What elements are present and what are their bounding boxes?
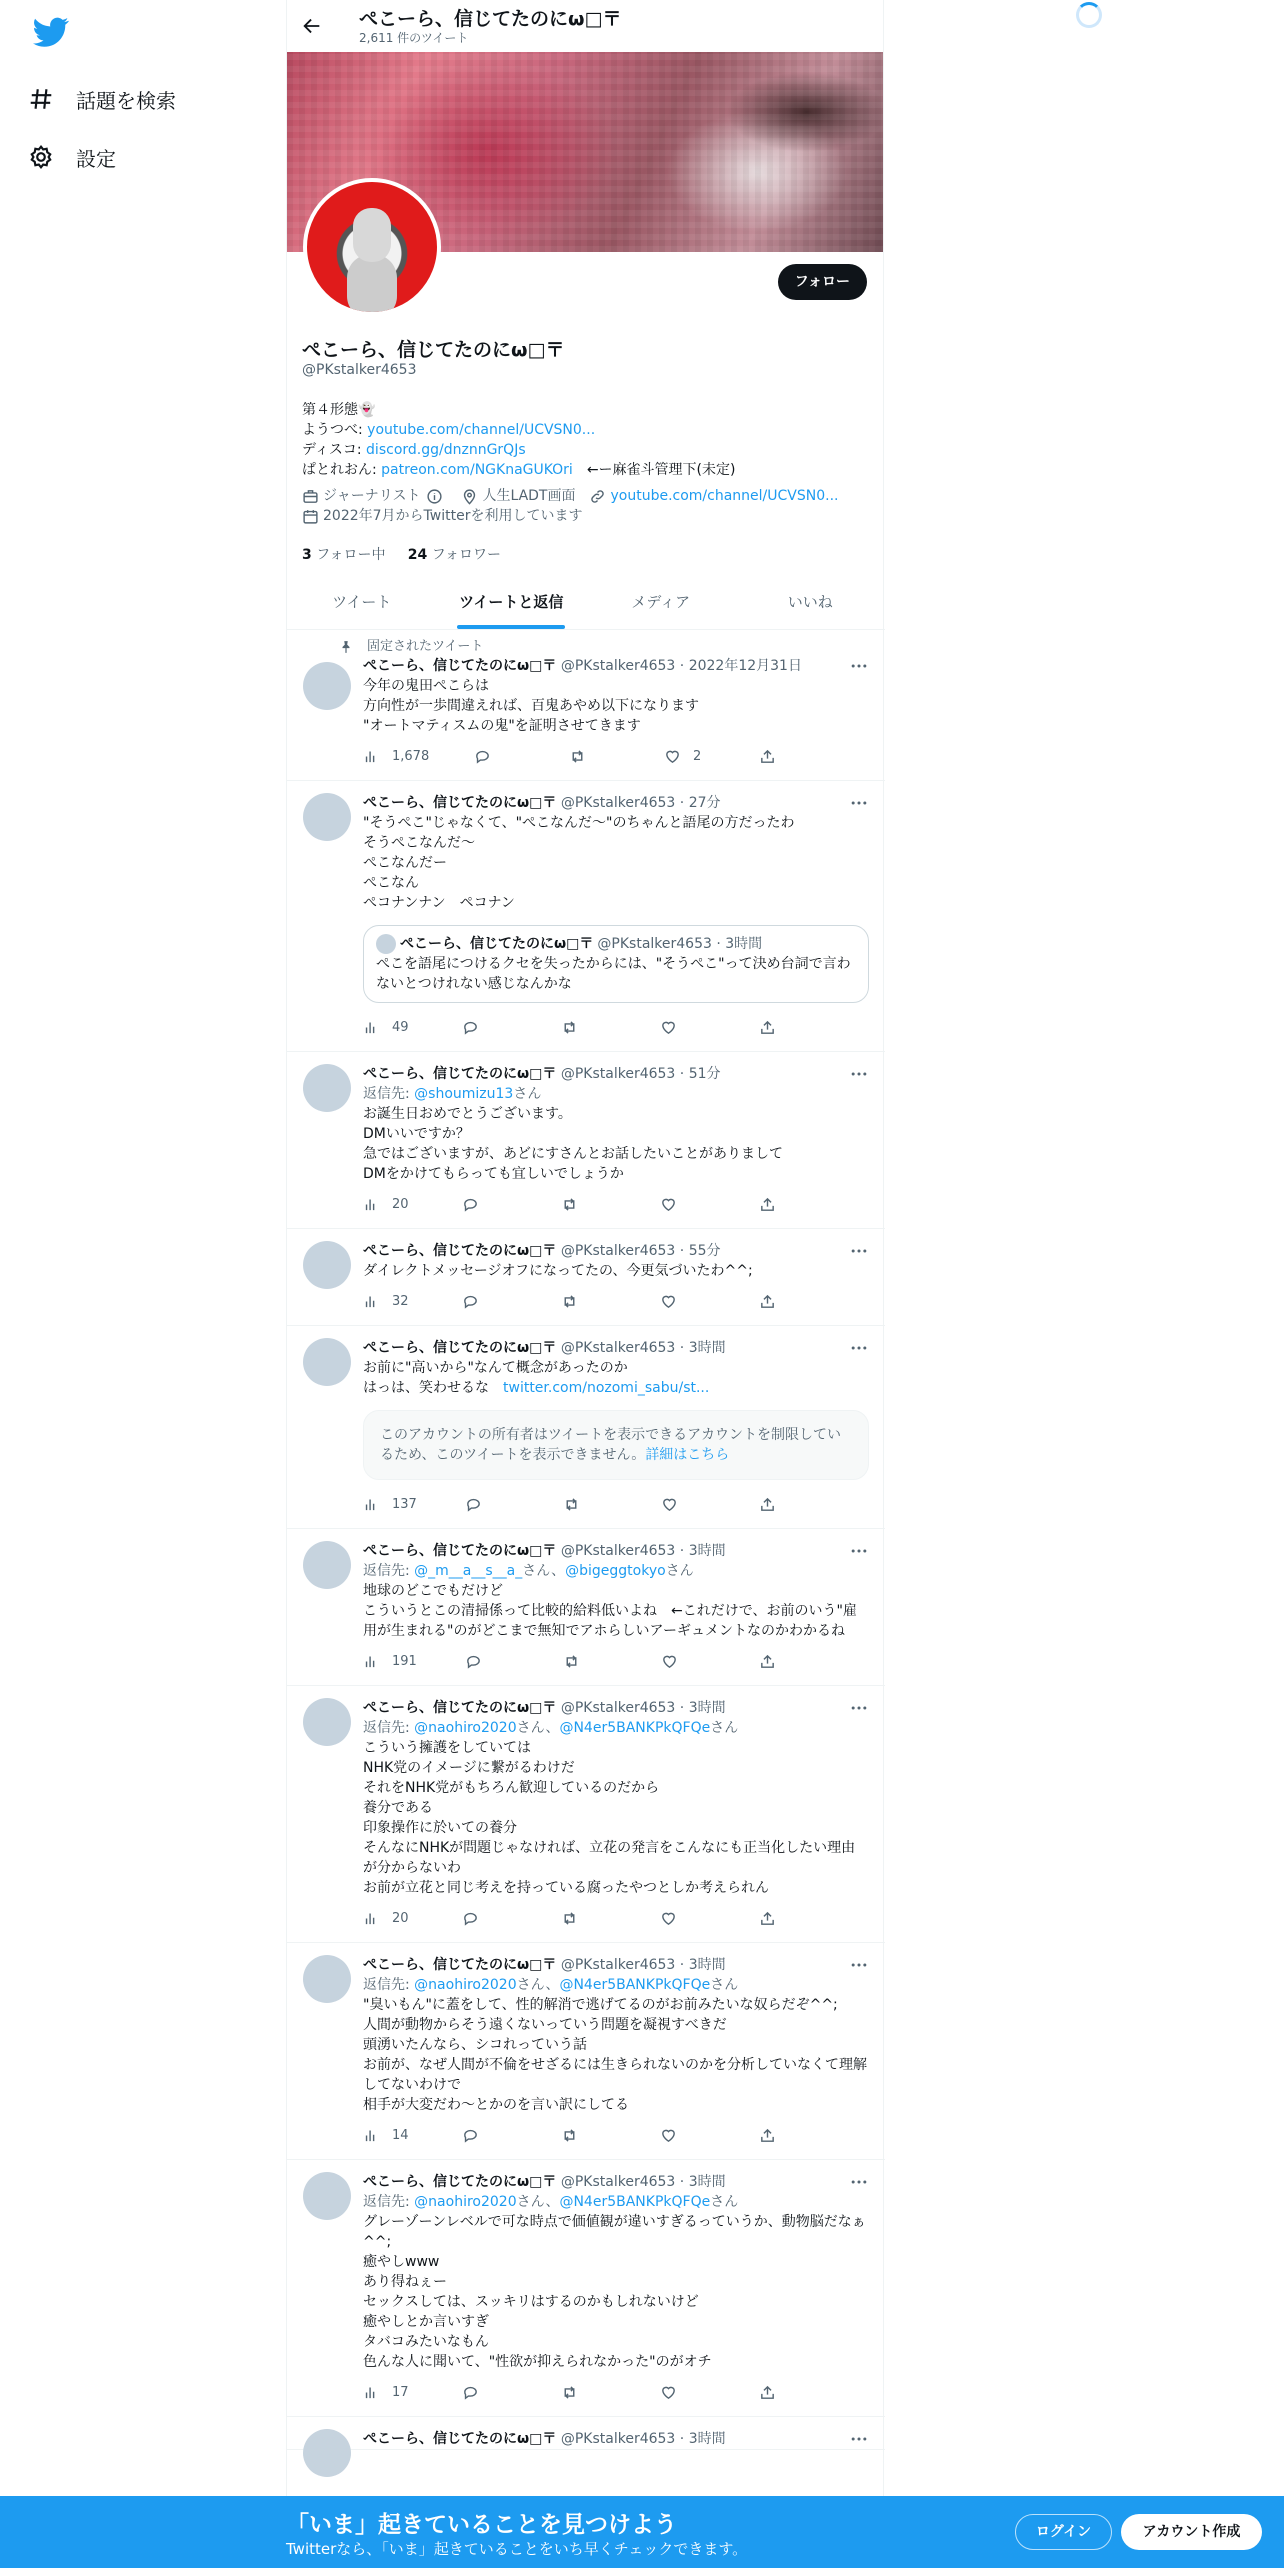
tweet-header bbox=[363, 793, 869, 813]
tweet-author-name[interactable]: ぺこーら、信じてたのにω□〒 bbox=[363, 1957, 557, 1973]
reply-mention-link[interactable]: @N4er5BANKPkQFQe bbox=[559, 1720, 711, 1736]
tweet-link[interactable]: twitter.com/nozomi_sabu/st... bbox=[503, 1380, 710, 1396]
profile-joined: 2022年7月からTwitterを利用しています bbox=[302, 506, 582, 526]
tweet[interactable] bbox=[287, 1686, 885, 1943]
signup-banner bbox=[0, 2496, 1284, 2568]
heart-icon bbox=[661, 1496, 678, 1513]
views-icon bbox=[363, 748, 380, 765]
reply-button[interactable] bbox=[462, 2127, 512, 2144]
share-button[interactable] bbox=[759, 1496, 788, 1513]
reply-mention-link[interactable]: @shoumizu13 bbox=[414, 1086, 514, 1102]
gear-icon bbox=[28, 144, 54, 170]
bio-line: ようつべ: youtube.com/channel/UCVSN0... bbox=[302, 422, 596, 438]
briefcase-icon bbox=[302, 488, 319, 505]
signup-button[interactable]: アカウント作成 bbox=[1121, 2514, 1262, 2550]
reply-icon bbox=[474, 748, 491, 765]
reply-button[interactable] bbox=[462, 1019, 512, 1036]
header-tweet-count: 2,611 件のツイート bbox=[359, 31, 469, 45]
profile-website bbox=[589, 486, 838, 506]
tweet-author-name[interactable]: ぺこーら、信じてたのにω□〒 bbox=[363, 1066, 557, 1082]
profile-avatar[interactable] bbox=[303, 178, 441, 316]
share-icon bbox=[759, 1196, 776, 1213]
tab-media[interactable]: メディア bbox=[631, 593, 691, 611]
link-icon bbox=[589, 488, 606, 505]
reply-icon bbox=[462, 2384, 479, 2401]
tweet-text: グレーゾーンレベルで可な時点で価値観が違いすぎるっていうか、動物脳だなぁ^^; 癒やしwww あり得ねぇー セックスしては、スッキリはするのかもしれないけど 癒やしとか言いすぎ タバコみたいなもん 色んな人に聞いて、"性欲が抑えられなかった"のがオチ bbox=[363, 2214, 866, 2370]
share-button[interactable] bbox=[759, 1293, 788, 1310]
bio-patreon-link[interactable]: patreon.com/NGKnaGUKOri bbox=[381, 462, 573, 478]
tweet-body bbox=[363, 1338, 869, 1524]
retweet-button[interactable] bbox=[561, 2384, 611, 2401]
nav-item-settings[interactable] bbox=[28, 128, 248, 186]
info-icon[interactable] bbox=[426, 488, 443, 505]
views-button[interactable]: 191 bbox=[363, 1653, 417, 1670]
like-button[interactable]: 2 bbox=[664, 748, 714, 765]
profile-stats bbox=[302, 544, 872, 564]
tweet-author-name[interactable]: ぺこーら、信じてたのにω□〒 bbox=[363, 1340, 557, 1356]
reply-button[interactable] bbox=[462, 1910, 512, 1927]
tweet-actions bbox=[363, 1184, 788, 1224]
more-options-icon[interactable] bbox=[849, 2172, 869, 2192]
retweet-button[interactable] bbox=[561, 1019, 611, 1036]
tweet-avatar[interactable] bbox=[303, 1064, 351, 1112]
reply-mention-link[interactable]: @bigeggtokyo bbox=[565, 1563, 666, 1579]
quote-avatar bbox=[376, 934, 396, 954]
tweet-meta[interactable]: @PKstalker4653 · 3時間 bbox=[560, 1700, 726, 1716]
tweet-actions bbox=[363, 2115, 788, 2155]
like-button[interactable] bbox=[660, 1910, 710, 1927]
tweet-author-name[interactable]: ぺこーら、信じてたのにω□〒 bbox=[363, 2174, 557, 2190]
share-button[interactable] bbox=[759, 1196, 788, 1213]
reply-to: 返信先: @naohiro2020さん、@N4er5BANKPkQFQeさん bbox=[363, 1977, 739, 1993]
reply-button[interactable] bbox=[462, 1196, 512, 1213]
tweet-text: こういう擁護をしていては NHK党のイメージに繋がるわけだ それをNHK党がもちろん歓迎しているのだから 養分である 印象操作に於いての養分 そんなにNHKが問題じゃなければ、立花の発言をこんなにも正当化したい理由が分からないわ お前が立花と同じ考えを持っている腐ったやつとしか考えられん bbox=[363, 1740, 856, 1896]
tweet-actions bbox=[363, 1641, 788, 1681]
tweet-meta[interactable]: @PKstalker4653 · 55分 bbox=[560, 1243, 721, 1259]
like-button[interactable] bbox=[660, 2384, 710, 2401]
views-icon bbox=[363, 2384, 380, 2401]
tweet-text: 地球のどこでもだけど こういうとこの清掃係って比較的給料低いよね ←これだけで、お前のいう"雇用が生まれる"のがどこまで無知でアホらしいアーギュメントなのかわかるね bbox=[363, 1583, 857, 1639]
tweet-avatar[interactable] bbox=[303, 1955, 351, 2003]
views-button[interactable]: 1,678 bbox=[363, 748, 429, 765]
share-button[interactable] bbox=[759, 2384, 788, 2401]
bio-line: 第４形態👻 bbox=[302, 402, 376, 418]
profile-info bbox=[302, 338, 872, 564]
heart-icon bbox=[660, 1019, 677, 1036]
tweet-avatar[interactable] bbox=[303, 1541, 351, 1589]
views-button[interactable]: 137 bbox=[363, 1496, 417, 1513]
tweet-actions bbox=[363, 1281, 788, 1321]
like-button[interactable] bbox=[660, 1019, 710, 1036]
reply-mention-link[interactable]: @N4er5BANKPkQFQe bbox=[559, 2194, 711, 2210]
tweet[interactable] bbox=[287, 632, 885, 781]
reply-icon bbox=[462, 1293, 479, 1310]
views-button[interactable]: 20 bbox=[363, 1196, 413, 1213]
tweet-header bbox=[363, 1541, 869, 1561]
signup-subtext: Twitterなら、「いま」起きていることをいち早くチェックできます。 bbox=[286, 2540, 748, 2558]
hashtag-icon bbox=[28, 86, 54, 112]
learn-more-link[interactable]: 詳細はこちら bbox=[645, 1447, 730, 1463]
tweet-timeline bbox=[287, 632, 885, 2450]
tweet-header bbox=[363, 1338, 869, 1358]
retweet-icon bbox=[561, 1910, 578, 1927]
profile-meta bbox=[302, 486, 872, 526]
share-icon bbox=[759, 1293, 776, 1310]
tweet-author-name[interactable]: ぺこーら、信じてたのにω□〒 bbox=[363, 1243, 557, 1259]
share-icon bbox=[759, 1910, 776, 1927]
back-arrow-icon[interactable] bbox=[301, 15, 323, 37]
reply-button[interactable] bbox=[474, 748, 524, 765]
more-options-icon[interactable] bbox=[849, 793, 869, 813]
reply-to: 返信先: @_m__a__s__a_さん、@bigeggtokyoさん bbox=[363, 1563, 694, 1579]
retweet-button[interactable] bbox=[563, 1496, 613, 1513]
reply-mention-link[interactable]: @_m__a__s__a_ bbox=[414, 1563, 523, 1579]
main-column bbox=[286, 0, 884, 2568]
tweet-meta[interactable]: @PKstalker4653 · 3時間 bbox=[560, 2431, 726, 2447]
tweet-header bbox=[363, 1241, 869, 1261]
reply-to: 返信先: @naohiro2020さん、@N4er5BANKPkQFQeさん bbox=[363, 2194, 739, 2210]
tweet-author-name[interactable]: ぺこーら、信じてたのにω□〒 bbox=[363, 2431, 557, 2447]
more-options-icon[interactable] bbox=[849, 1541, 869, 1561]
reply-mention-link[interactable]: @naohiro2020 bbox=[414, 1720, 517, 1736]
bio-discord-link[interactable]: discord.gg/dnznnGrQJs bbox=[366, 442, 526, 458]
more-options-icon[interactable] bbox=[849, 1955, 869, 1975]
retweet-icon bbox=[569, 748, 586, 765]
tweet-avatar[interactable] bbox=[303, 2429, 351, 2477]
like-button[interactable] bbox=[661, 1496, 711, 1513]
like-button[interactable] bbox=[661, 1653, 711, 1670]
retweet-button[interactable] bbox=[561, 1196, 611, 1213]
nav-item-explore[interactable] bbox=[28, 70, 248, 128]
retweet-icon bbox=[561, 1196, 578, 1213]
share-button[interactable] bbox=[759, 1910, 788, 1927]
heart-icon bbox=[660, 2127, 677, 2144]
reply-button[interactable] bbox=[465, 1496, 515, 1513]
tweet-header bbox=[363, 1064, 869, 1084]
more-options-icon[interactable] bbox=[849, 656, 869, 676]
tweet-text: "臭いもん"に蓋をして、性的解消で逃げてるのがお前みたいな奴らだぞ^^; 人間が動物からそう遠くないっていう問題を凝視すべきだ 頭湧いたんなら、シコれっていう話 お前が、なぜ人間が不倫をせざるには生きられないのかを分析していなくて理解してないわけで 相手が大変だわ〜とかのを言い訳にしてる bbox=[363, 1997, 867, 2113]
tweet[interactable] bbox=[287, 1052, 885, 1229]
views-button[interactable]: 20 bbox=[363, 1910, 413, 1927]
reply-icon bbox=[462, 2127, 479, 2144]
nav-item-label: 設定 bbox=[76, 146, 116, 171]
tweet-avatar[interactable] bbox=[303, 1241, 351, 1289]
profile-location: 人生LADT画面 bbox=[461, 486, 575, 506]
pinned-label: 固定されたツイート bbox=[303, 632, 869, 656]
views-button[interactable]: 14 bbox=[363, 2127, 413, 2144]
follow-button[interactable]: フォロー bbox=[778, 264, 867, 300]
share-button[interactable] bbox=[759, 2127, 788, 2144]
loading-spinner bbox=[1076, 2, 1102, 28]
tweet-author-name[interactable]: ぺこーら、信じてたのにω□〒 bbox=[363, 1543, 557, 1559]
profile-handle: @PKstalker4653 bbox=[302, 362, 417, 378]
retweet-icon bbox=[563, 1653, 580, 1670]
tweet-body bbox=[363, 1698, 869, 1938]
retweet-icon bbox=[561, 1293, 578, 1310]
tweet-avatar[interactable] bbox=[303, 1698, 351, 1746]
views-icon bbox=[363, 1653, 380, 1670]
tweet-author-name[interactable]: ぺこーら、信じてたのにω□〒 bbox=[363, 795, 557, 811]
bio-line: ディスコ: discord.gg/dnznnGrQJs bbox=[302, 442, 526, 458]
views-icon bbox=[363, 2127, 380, 2144]
left-nav bbox=[28, 10, 248, 186]
tweet[interactable] bbox=[287, 781, 885, 1052]
reply-to: 返信先: @naohiro2020さん、@N4er5BANKPkQFQeさん bbox=[363, 1720, 739, 1736]
views-icon bbox=[363, 1293, 380, 1310]
quoted-tweet[interactable]: ぺこーら、信じてたのにω□〒 @PKstalker4653 · 3時間 ぺこを語尾につけるクセを失ったからには、"そうぺこ"って決め台詞で言わないとつけれない感じなんかな bbox=[363, 925, 869, 1003]
tweet-author-name[interactable]: ぺこーら、信じてたのにω□〒 bbox=[363, 658, 557, 674]
reply-mention-link[interactable]: @naohiro2020 bbox=[414, 1977, 517, 1993]
tweet-header bbox=[363, 2172, 869, 2192]
like-button[interactable] bbox=[660, 1293, 710, 1310]
signup-headline: 「いま」起きていることを見つけよう bbox=[286, 2512, 677, 2538]
retweet-button[interactable] bbox=[563, 1653, 613, 1670]
tweet-actions bbox=[363, 1007, 788, 1047]
tweet[interactable] bbox=[287, 1326, 885, 1529]
tweet-body bbox=[363, 656, 869, 776]
calendar-icon bbox=[302, 508, 319, 525]
tweet-text: お誕生日おめでとうございます。 DMいいですか？ 急ではございますが、あどにすさんとお話したいことがありまして DMをかけてもらっても宜しいでしょうか bbox=[363, 1106, 783, 1182]
tweet[interactable] bbox=[287, 1943, 885, 2160]
tweet-text: 今年の鬼田ぺこらは 方向性が一歩間違えれば、百鬼あやめ以下になります "オートマティスムの鬼"を証明させてきます bbox=[363, 678, 699, 734]
tweet-meta[interactable]: @PKstalker4653 · 27分 bbox=[560, 795, 721, 811]
tweet-text: "そうぺこ"じゃなくて、"ぺこなんだ〜"のちゃんと語尾の方だったわ そうぺこなんだ〜 ぺこなんだー ぺこなん ぺコナンナン ペコナン bbox=[363, 815, 795, 911]
share-button[interactable] bbox=[759, 748, 788, 765]
retweet-button[interactable] bbox=[561, 1910, 611, 1927]
share-icon bbox=[759, 1496, 776, 1513]
unavailable-tweet-notice: このアカウントの所有者はツイートを表示できるアカウントを制限しているため、このツイートを表示できません。詳細はこちら bbox=[363, 1410, 869, 1480]
retweet-icon bbox=[561, 2127, 578, 2144]
tweet-body bbox=[363, 1241, 869, 1321]
tweet-meta[interactable]: @PKstalker4653 · 3時間 bbox=[560, 1957, 726, 1973]
tweet-avatar[interactable] bbox=[303, 2172, 351, 2220]
views-icon bbox=[363, 1196, 380, 1213]
tweet-meta[interactable]: @PKstalker4653 · 3時間 bbox=[560, 2174, 726, 2190]
more-options-icon[interactable] bbox=[849, 2429, 869, 2449]
tweet[interactable] bbox=[287, 1229, 885, 1326]
share-icon bbox=[759, 1019, 776, 1036]
tweet-actions bbox=[363, 1898, 788, 1938]
tweet-meta[interactable]: @PKstalker4653 · 3時間 bbox=[560, 1543, 726, 1559]
profile-header-bar bbox=[287, 0, 883, 52]
tab-tweets[interactable]: ツイート bbox=[332, 593, 392, 611]
following-link[interactable]: 3 フォロー中 bbox=[302, 547, 386, 563]
tweet-header bbox=[363, 2429, 869, 2449]
heart-icon bbox=[664, 748, 681, 765]
tab-likes[interactable]: いいね bbox=[787, 593, 833, 611]
views-button[interactable]: 17 bbox=[363, 2384, 413, 2401]
profile-category: ジャーナリスト bbox=[302, 486, 447, 506]
more-options-icon[interactable] bbox=[849, 1338, 869, 1358]
heart-icon bbox=[660, 1293, 677, 1310]
heart-icon bbox=[660, 1196, 677, 1213]
views-icon bbox=[363, 1496, 380, 1513]
views-button[interactable]: 49 bbox=[363, 1019, 413, 1036]
profile-bio bbox=[302, 400, 872, 480]
tweet-header bbox=[363, 1698, 869, 1718]
bio-line: ぱとれおん: patreon.com/NGKnaGUKOri ←ー麻雀斗管理下(未定) bbox=[302, 462, 736, 478]
more-options-icon[interactable] bbox=[849, 1064, 869, 1084]
more-options-icon[interactable] bbox=[849, 1698, 869, 1718]
followers-link[interactable]: 24 フォロワー bbox=[407, 547, 502, 563]
retweet-icon bbox=[561, 2384, 578, 2401]
tab-tweets-and-replies[interactable]: ツイートと返信 bbox=[437, 574, 587, 629]
website-link[interactable]: youtube.com/channel/UCVSN0... bbox=[610, 488, 839, 504]
retweet-icon bbox=[563, 1496, 580, 1513]
tweet-actions bbox=[363, 2372, 788, 2412]
pin-icon bbox=[339, 640, 353, 654]
heart-icon bbox=[660, 2384, 677, 2401]
tweet-actions bbox=[363, 736, 788, 776]
reply-button[interactable] bbox=[465, 1653, 515, 1670]
reply-icon bbox=[462, 1019, 479, 1036]
profile-tabs bbox=[287, 574, 885, 630]
tweet-meta[interactable]: @PKstalker4653 · 3時間 bbox=[560, 1340, 726, 1356]
reply-icon bbox=[462, 1196, 479, 1213]
tweet-body bbox=[363, 793, 869, 1047]
tweet[interactable] bbox=[287, 1529, 885, 1686]
nav-item-label: 話題を検索 bbox=[76, 88, 176, 113]
share-icon bbox=[759, 1653, 776, 1670]
tweet-header bbox=[363, 1955, 869, 1975]
tweet-avatar[interactable] bbox=[303, 1338, 351, 1386]
tweet-body bbox=[363, 2429, 869, 2449]
tweet-body bbox=[363, 1955, 869, 2155]
tweet-header bbox=[363, 656, 869, 676]
reply-mention-link[interactable]: @naohiro2020 bbox=[414, 2194, 517, 2210]
header-name: ぺこーら、信じてたのにω□〒 bbox=[359, 8, 622, 30]
share-button[interactable] bbox=[759, 1653, 788, 1670]
tweet-body bbox=[363, 1064, 869, 1224]
reply-icon bbox=[465, 1496, 482, 1513]
share-icon bbox=[759, 2384, 776, 2401]
like-button[interactable] bbox=[660, 1196, 710, 1213]
reply-mention-link[interactable]: @N4er5BANKPkQFQe bbox=[559, 1977, 711, 1993]
share-icon bbox=[759, 748, 776, 765]
share-button[interactable] bbox=[759, 1019, 788, 1036]
more-options-icon[interactable] bbox=[849, 1241, 869, 1261]
login-button[interactable]: ログイン bbox=[1015, 2514, 1112, 2550]
bio-youtube-link[interactable]: youtube.com/channel/UCVSN0... bbox=[367, 422, 596, 438]
reply-button[interactable] bbox=[462, 2384, 512, 2401]
heart-icon bbox=[660, 1910, 677, 1927]
views-icon bbox=[363, 1019, 380, 1036]
tweet[interactable] bbox=[287, 2417, 885, 2450]
retweet-button[interactable] bbox=[561, 2127, 611, 2144]
tweet-meta[interactable]: @PKstalker4653 · 2022年12月31日 bbox=[560, 658, 802, 674]
tweet-author-name[interactable]: ぺこーら、信じてたのにω□〒 bbox=[363, 1700, 557, 1716]
reply-icon bbox=[462, 1910, 479, 1927]
profile-name: ぺこーら、信じてたのにω□〒 bbox=[302, 339, 565, 361]
tweet-avatar[interactable] bbox=[303, 793, 351, 841]
reply-to: 返信先: @shoumizu13さん bbox=[363, 1086, 542, 1102]
views-button[interactable]: 32 bbox=[363, 1293, 413, 1310]
retweet-icon bbox=[561, 1019, 578, 1036]
reply-icon bbox=[465, 1653, 482, 1670]
twitter-logo-icon[interactable] bbox=[33, 14, 69, 50]
tweet-meta[interactable]: @PKstalker4653 · 51分 bbox=[560, 1066, 721, 1082]
like-button[interactable] bbox=[660, 2127, 710, 2144]
location-pin-icon bbox=[461, 488, 478, 505]
tweet-avatar[interactable] bbox=[303, 662, 351, 710]
reply-button[interactable] bbox=[462, 1293, 512, 1310]
retweet-button[interactable] bbox=[561, 1293, 611, 1310]
tweet-text: ダイレクトメッセージオフになってたの、今更気づいたわ^^; bbox=[363, 1263, 753, 1279]
views-icon bbox=[363, 1910, 380, 1927]
retweet-button[interactable] bbox=[569, 748, 619, 765]
heart-icon bbox=[661, 1653, 678, 1670]
tweet-body bbox=[363, 2172, 869, 2412]
tweet-body bbox=[363, 1541, 869, 1681]
tweet-actions bbox=[363, 1484, 788, 1524]
tweet[interactable] bbox=[287, 2160, 885, 2417]
tweet-text: お前に"高いから"なんて概念があったのか はっは、笑わせるな twitter.com/nozomi_sabu/st... bbox=[363, 1360, 710, 1396]
share-icon bbox=[759, 2127, 776, 2144]
